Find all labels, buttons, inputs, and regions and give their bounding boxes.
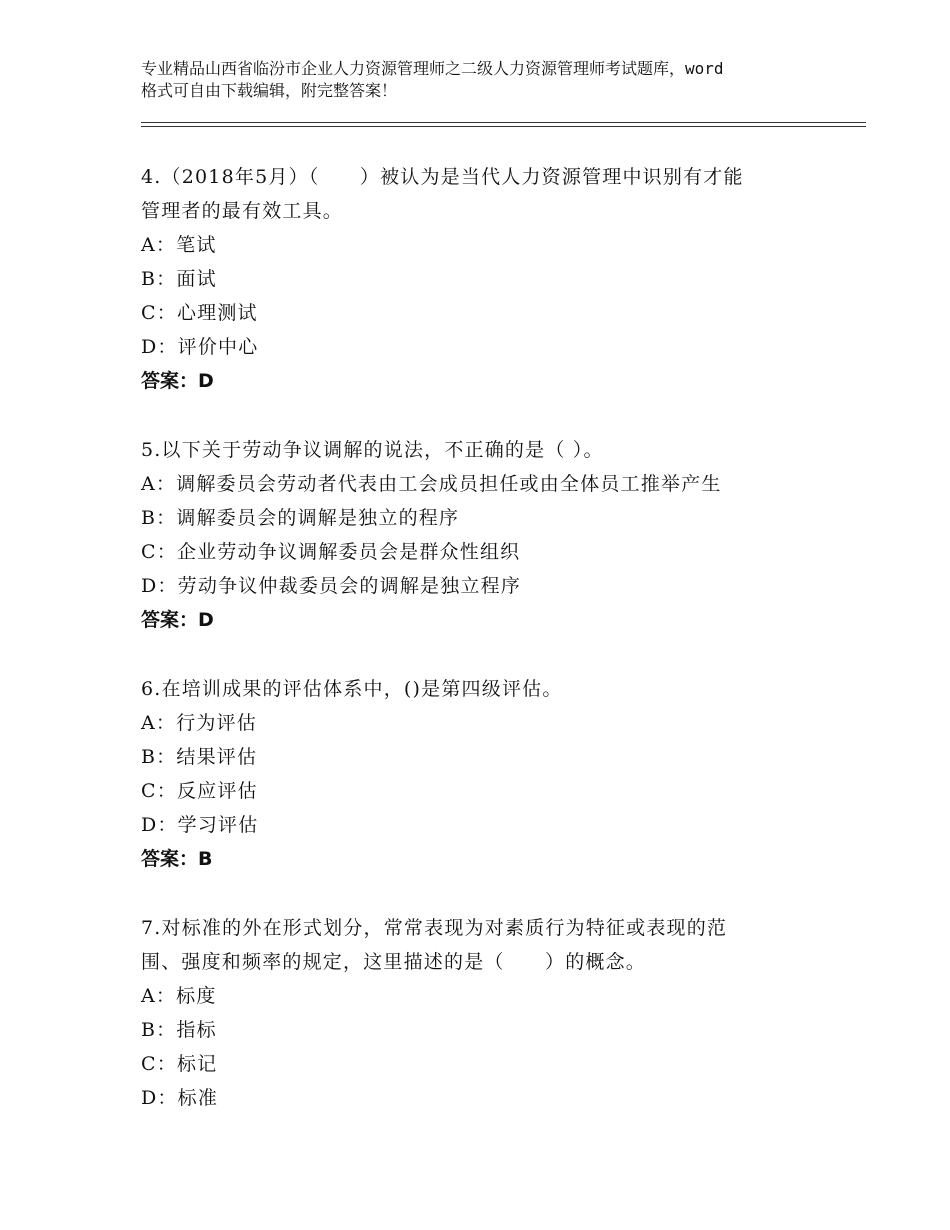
question-6 bbox=[141, 672, 841, 876]
option-d: D：标准 bbox=[141, 1087, 219, 1109]
answer-label: 答案：D bbox=[141, 370, 214, 392]
header-divider-bottom bbox=[141, 126, 866, 127]
question-stem-line: 7.对标准的外在形式划分，常常表现为对素质行为特征或表现的范 bbox=[141, 917, 728, 939]
option-b: B：调解委员会的调解是独立的程序 bbox=[141, 507, 460, 529]
answer-label: 答案：B bbox=[141, 848, 213, 870]
option-b: B：指标 bbox=[141, 1019, 217, 1041]
question-stem-line: 5.以下关于劳动争议调解的说法，不正确的是（ ）。 bbox=[141, 439, 604, 461]
header-title-line-1: 专业精品山西省临汾市企业人力资源管理师之二级人力资源管理师考试题库，word bbox=[141, 59, 724, 78]
option-a: A：行为评估 bbox=[141, 712, 257, 734]
question-7 bbox=[141, 911, 841, 1115]
header-title-line-2: 格式可自由下载编辑，附完整答案！ bbox=[141, 81, 398, 100]
question-4 bbox=[141, 160, 841, 398]
option-b: B：面试 bbox=[141, 268, 217, 290]
option-a: A：笔试 bbox=[141, 234, 217, 256]
document-header bbox=[141, 58, 831, 102]
question-stem-line: 管理者的最有效工具。 bbox=[141, 200, 344, 222]
option-a: A：调解委员会劳动者代表由工会成员担任或由全体员工推举产生 bbox=[141, 473, 722, 495]
question-stem-line: 4.（2018年5月）（ ）被认为是当代人力资源管理中识别有才能 bbox=[141, 166, 744, 188]
question-5 bbox=[141, 433, 841, 637]
header-divider-top bbox=[141, 122, 866, 123]
question-stem-line: 6.在培训成果的评估体系中，()是第四级评估。 bbox=[141, 678, 563, 700]
option-d: D：评价中心 bbox=[141, 336, 259, 358]
option-d: D：劳动争议仲裁委员会的调解是独立程序 bbox=[141, 575, 522, 597]
answer-label: 答案：D bbox=[141, 609, 214, 631]
option-b: B：结果评估 bbox=[141, 746, 258, 768]
option-c: C：反应评估 bbox=[141, 780, 258, 802]
option-c: C：标记 bbox=[141, 1053, 218, 1075]
option-c: C：心理测试 bbox=[141, 302, 258, 324]
option-c: C：企业劳动争议调解委员会是群众性组织 bbox=[141, 541, 521, 563]
option-a: A：标度 bbox=[141, 985, 217, 1007]
question-stem-line: 围、强度和频率的规定，这里描述的是（ ）的概念。 bbox=[141, 951, 647, 973]
option-d: D：学习评估 bbox=[141, 814, 259, 836]
